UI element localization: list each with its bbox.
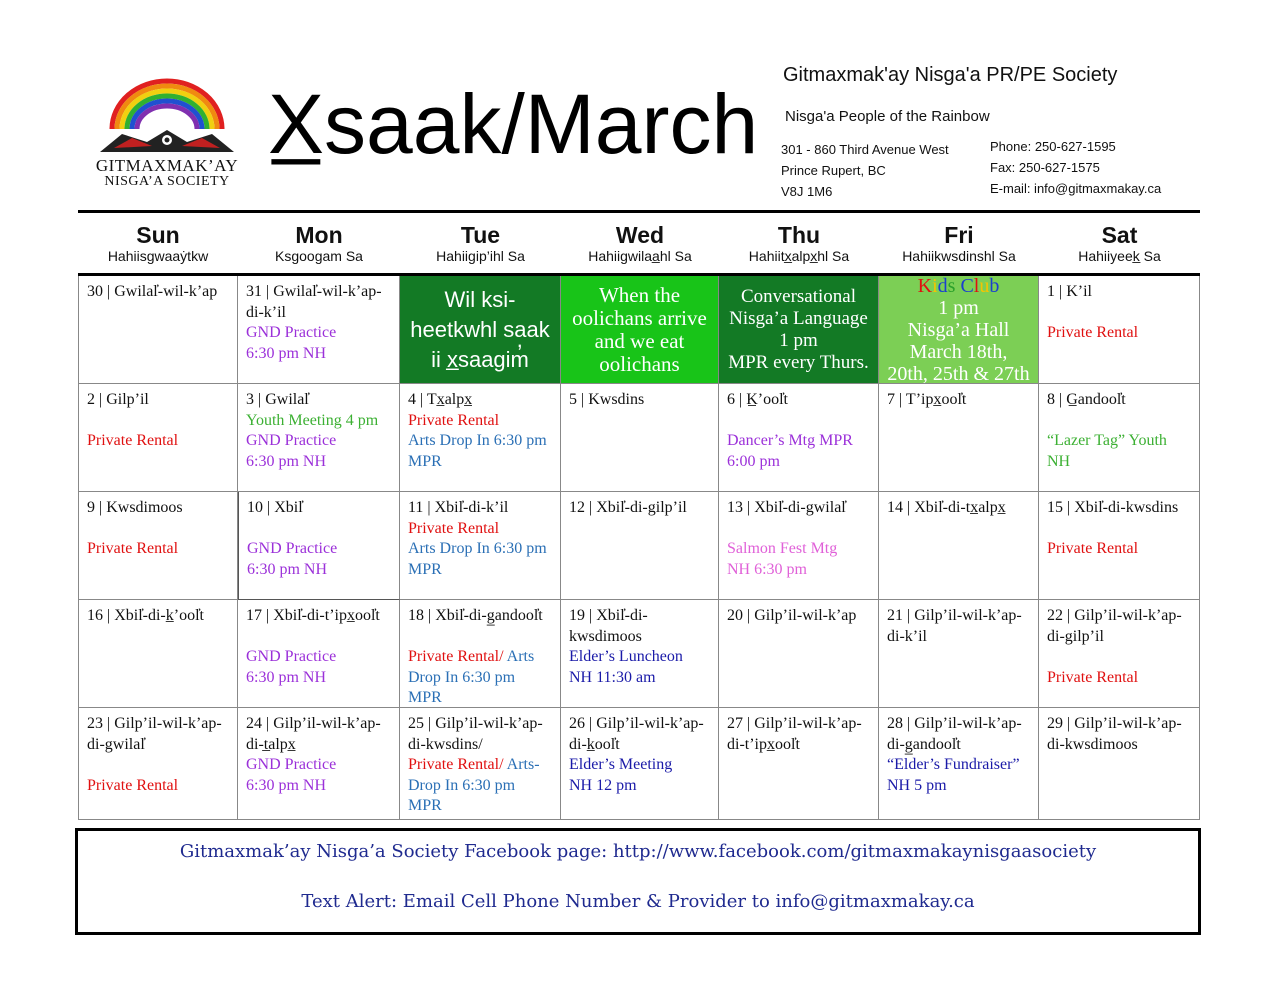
calendar-cell — [78, 600, 238, 708]
event-text: Youth Meeting 4 pm — [246, 411, 379, 429]
cell-date: 26 | Gilp’il-wil-k’ap-di-k̲ool̓t — [569, 715, 704, 753]
event-text: MPR — [408, 560, 442, 578]
org-subtitle: Nisga'a People of the Rainbow — [785, 108, 990, 125]
banner-line: heetkwhl saak — [410, 316, 550, 342]
text-alert-note: Text Alert: Email Cell Phone Number & Provider to info@gitmaxmakay.ca — [301, 891, 975, 912]
email-text: E-mail: info@gitmaxmakay.ca — [990, 181, 1162, 196]
day-name-nisgaa: Hahiisgwaaẏtkw — [107, 248, 209, 264]
calendar-cell — [1039, 276, 1200, 384]
event-text: Drop In 6:30 pm MPR — [408, 776, 516, 814]
address-line: V8J 1M6 — [781, 184, 833, 199]
dayhead-tue — [400, 222, 561, 272]
day-name: Sat — [1101, 222, 1138, 248]
event-text: 6:30 pm NH — [246, 344, 326, 362]
cell-date: 13 | Xbil̓-di-gwilal̓ — [727, 499, 846, 516]
day-name: Wed — [615, 222, 665, 248]
footer-box — [75, 828, 1201, 935]
calendar-cell — [719, 600, 879, 708]
cell-date: 2 | Gilp’il — [87, 391, 149, 408]
event-text: 6:30 pm NH — [247, 560, 327, 578]
event-text: Arts Drop In 6:30 pm — [408, 432, 547, 449]
kids-club-label — [887, 276, 1029, 297]
day-name: Mon — [295, 222, 343, 248]
calendar-cell — [400, 492, 561, 600]
cell-date: 18 | Xbil̓-di-g̲andool̓t — [408, 607, 543, 624]
event-text: 6:00 pm — [727, 452, 780, 470]
event-text: Salmon Fest Mtg — [727, 540, 838, 557]
event-text: Arts Drop In 6:30 pm — [408, 540, 547, 557]
rainbow-logo-icon — [92, 74, 242, 164]
calendar-cell — [719, 708, 879, 820]
event-text: Drop In 6:30 pm MPR — [408, 668, 516, 706]
cell-date: 11 | Xbil̓-di-k’il — [408, 499, 509, 516]
event-text: Private Rental — [87, 776, 179, 794]
banner-line: and we eat — [594, 328, 685, 353]
dayhead-sat — [1039, 222, 1200, 272]
cell-date: 30 | Gwilal̓-wil-k’ap — [87, 283, 218, 300]
cell-date: 9 | Kwsdimoos — [87, 499, 183, 516]
kids-club-line — [887, 276, 1029, 319]
dayhead-thu — [719, 222, 879, 272]
event-text: GND Practice — [246, 432, 337, 449]
cell-date: 22 | Gilp’il-wil-k’ap-di-gilp’il — [1047, 607, 1182, 645]
event-text: “Lazer Tag” Youth — [1047, 432, 1167, 449]
calendar-cell — [238, 600, 400, 708]
cell-date: 3 | Gwilal̓ — [246, 391, 309, 408]
banner-line: oolichans arrive — [572, 305, 707, 330]
dayhead-mon — [238, 222, 400, 272]
event-text: NH 6:30 pm — [727, 560, 807, 578]
dayhead-fri — [879, 222, 1039, 272]
day-name-nisgaa: Hahiikwsdinshl Sa — [902, 248, 1016, 264]
day-name: Fri — [944, 222, 974, 248]
calendar-cell — [719, 384, 879, 492]
banner-line: 20th, 25th & 27th — [887, 362, 1030, 384]
calendar-cell — [879, 600, 1039, 708]
kids-club-letter: K — [917, 276, 933, 297]
event-text: Private Rental — [408, 519, 500, 537]
cell-date: 17 | Xbil̓-di-t’ipx̲ool̓t — [246, 607, 380, 624]
dayhead-sun — [78, 222, 238, 272]
cell-date: 5 | Kwsdins — [569, 391, 645, 408]
event-text: Elder’s Luncheon — [569, 648, 683, 665]
cell-date: 6 | K̲’ool̓t — [727, 391, 788, 408]
day-name-nisgaa: Hahiitx̲alpx̲hl Sa — [748, 248, 850, 264]
banner-line: Wil ksi- — [444, 286, 516, 312]
event-line — [408, 647, 552, 668]
cell-date: 14 | Xbil̓-di-tx̲alpx̲ — [887, 499, 1006, 516]
page-title: X̲saak/March — [268, 77, 759, 171]
event-text: GND Practice — [246, 756, 337, 773]
dayhead-wed — [561, 222, 719, 272]
event-text: Private Rental — [408, 411, 500, 429]
calendar-cell — [238, 492, 400, 600]
calendar-cell — [1039, 384, 1200, 492]
calendar-cell — [1039, 492, 1200, 600]
event-text: Arts — [503, 648, 535, 665]
fax-text: Fax: 250-627-1575 — [990, 160, 1100, 175]
calendar-cell — [400, 384, 561, 492]
cell-date: 16 | Xbil̓-di-k̲’ool̓t — [87, 607, 204, 624]
kids-club-letter: s — [947, 276, 956, 297]
event-text: Arts- — [503, 756, 540, 773]
banner-wed — [561, 276, 719, 384]
logo-line1: GITMAXMAK’AY — [95, 156, 239, 175]
banner-thu — [719, 276, 879, 384]
day-name: Tue — [460, 222, 501, 248]
kids-club-letter: C — [960, 276, 974, 297]
kids-club-letter: i — [932, 276, 938, 297]
event-text: “Elder’s Fundraiser” — [887, 756, 1020, 773]
cell-date: 4 | Tx̲alpx̲ — [408, 391, 473, 408]
event-text: MPR — [408, 452, 442, 470]
cell-date: 25 | Gilp’il-wil-k’ap-di-kwsdins/ — [408, 715, 543, 753]
facebook-link[interactable]: Gitmaxmak’ay Nisga’a Society Facebook page: http://www.facebook.com/gitmaxmakaynisgaasociety — [179, 841, 1097, 862]
calendar-cell — [719, 492, 879, 600]
cell-date: 10 | Xbil̓ — [247, 499, 303, 516]
cell-date: 15 | Xbil̓-di-kwsdins — [1047, 499, 1179, 516]
event-text: Private Rental/ — [408, 648, 504, 665]
cell-date: 24 | Gilp’il-wil-k’ap-di-t̲alpx̲ — [246, 715, 381, 753]
event-text: GND Practice — [246, 324, 337, 341]
kids-club-letter: u — [979, 276, 990, 297]
event-text: Elder’s Meeting — [569, 756, 673, 773]
cell-date: 31 | Gwilal̓-wil-k’ap-di-k’il — [246, 283, 382, 321]
event-text: Private Rental — [87, 432, 179, 449]
calendar-cell — [561, 600, 719, 708]
calendar-cell — [879, 384, 1039, 492]
event-text: Private Rental/ — [408, 756, 504, 773]
calendar-cell — [1039, 708, 1200, 820]
banner-line: Conversational — [740, 285, 857, 307]
banner-line: When the — [598, 282, 681, 307]
event-text: Dancer’s Mtg MPR — [727, 432, 853, 449]
cell-date: 29 | Gilp’il-wil-k’ap-di-kwsdimoos — [1047, 715, 1182, 753]
event-text: NH 12 pm — [569, 776, 637, 794]
kids-club-letter: d — [937, 276, 948, 297]
calendar-cell — [879, 492, 1039, 600]
phone-text: Phone: 250-627-1595 — [990, 139, 1116, 154]
banner-line: Nisga’a Language — [729, 307, 868, 329]
calendar-cell — [78, 384, 238, 492]
event-text: Private Rental — [1047, 540, 1139, 557]
event-text: GND Practice — [247, 540, 338, 557]
event-text: 6:30 pm NH — [246, 668, 326, 686]
cell-date: 1 | K’il — [1047, 283, 1092, 300]
banner-line: ii x̲saagim̓ — [431, 346, 529, 372]
event-text: 6:30 pm NH — [246, 452, 326, 470]
day-name-nisgaa: Hahiigwilaa̲hl Sa — [588, 248, 692, 264]
banner-fri — [879, 276, 1039, 384]
calendar-cell — [400, 708, 561, 820]
kids-club-letter: l — [973, 276, 980, 297]
event-text: NH — [1047, 452, 1071, 470]
day-name: Sun — [136, 222, 180, 248]
calendar-cell — [78, 708, 238, 820]
banner-line: Nisga’a Hall — [907, 318, 1010, 341]
cell-date: 28 | Gilp’il-wil-k’ap-di-g̲andool̓t — [887, 715, 1022, 753]
address-line: 301 - 860 Third Avenue West — [781, 142, 949, 157]
calendar-cell — [238, 384, 400, 492]
calendar-cell — [78, 276, 238, 384]
event-line — [408, 755, 552, 776]
event-text: NH 11:30 am — [569, 668, 656, 686]
cell-date: 7 | T’ipx̲ool̓t — [887, 391, 967, 408]
cell-date: 23 | Gilp’il-wil-k’ap-di-gwilal̓ — [87, 715, 222, 753]
day-name-nisgaa: Hahiigip’ihl Sa — [436, 248, 525, 264]
event-text: 6:30 pm NH — [246, 776, 326, 794]
org-name: Gitmaxmak'ay Nisga'a PR/PE Society — [783, 64, 1118, 86]
cell-date: 20 | Gilp’il-wil-k’ap — [727, 607, 857, 624]
cell-date: 8 | G̲andool̓t — [1047, 391, 1126, 408]
logo-line2: NISGA’A SOCIETY — [104, 174, 230, 189]
calendar-cell — [238, 276, 400, 384]
event-text: Private Rental — [1047, 668, 1139, 686]
kids-club-letter: b — [989, 276, 1000, 297]
society-logo — [92, 74, 242, 194]
event-text: Private Rental — [1047, 324, 1139, 341]
day-name-nisgaa: Ksgoogam Sa — [275, 248, 363, 264]
header-divider — [78, 210, 1200, 213]
banner-line: 1 pm — [779, 329, 818, 351]
calendar-cell — [78, 492, 238, 600]
calendar-cell — [400, 600, 561, 708]
kids-club-time: 1 pm — [938, 296, 979, 319]
cell-date: 12 | Xbil̓-di-gilp’il — [569, 499, 687, 516]
cell-date: 27 | Gilp’il-wil-k’ap-di-t’ipx̲ool̓t — [727, 715, 862, 753]
contact-block — [990, 136, 1161, 199]
calendar-cell — [561, 384, 719, 492]
event-text: GND Practice — [246, 648, 337, 665]
event-text: NH 5 pm — [887, 776, 947, 794]
address-line: Prince Rupert, BC — [781, 163, 886, 178]
banner-line: oolichans — [599, 351, 680, 376]
address-block — [781, 139, 949, 202]
calendar-cell — [1039, 600, 1200, 708]
calendar-cell — [238, 708, 400, 820]
cell-date: 19 | Xbil̓-di-kwsdimoos — [569, 607, 648, 645]
calendar-cell — [561, 708, 719, 820]
day-name-nisgaa: Hahiiyeek̲ Sa — [1078, 248, 1161, 264]
cell-date: 21 | Gilp’il-wil-k’ap-di-k’il — [887, 607, 1022, 645]
calendar-cell — [561, 492, 719, 600]
event-text: Private Rental — [87, 540, 179, 557]
banner-line: March 18th, — [909, 340, 1008, 363]
banner-line: MPR every Thurs. — [728, 351, 869, 373]
banner-tue — [400, 276, 561, 384]
day-name: Thu — [777, 222, 821, 248]
calendar-cell — [879, 708, 1039, 820]
